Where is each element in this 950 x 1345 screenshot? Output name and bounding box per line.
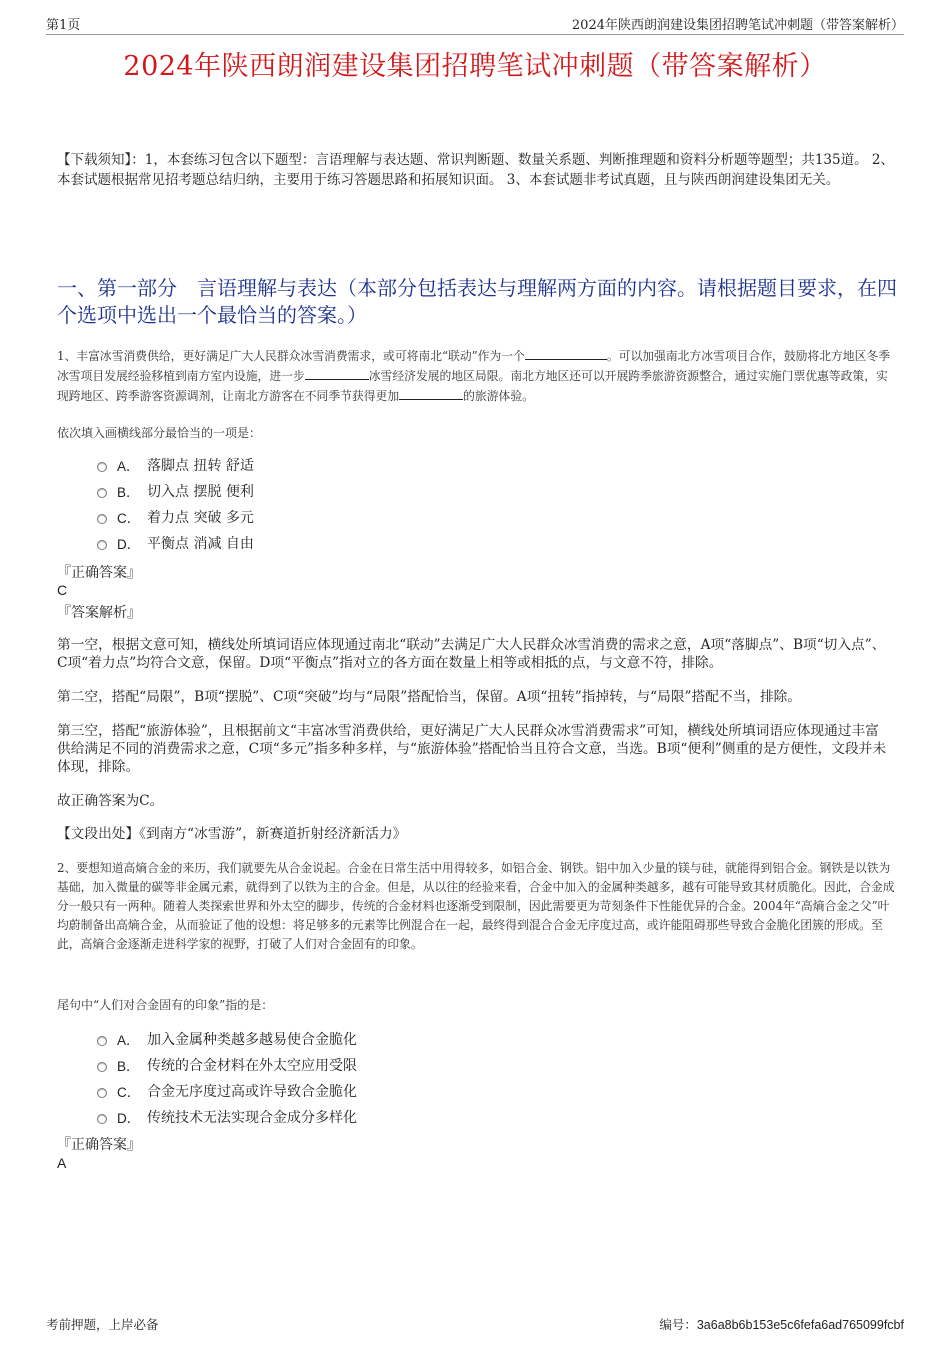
option-a[interactable]: A． 落脚点 扭转 舒适 [97, 452, 254, 478]
download-notice: 【下载须知】：1，本套练习包含以下题型：言语理解与表达题、常识判断题、数量关系题、判断推理题和资料分析题等题型；共135道。 2、本套试题根据常见招考题总结归纳，主要用于练习答题思路和拓展知识面。 3、本套试题非考试真题，且与陕西朗润建设集团无关。 [57, 152, 894, 188]
analysis-paragraph-1: 第一空，根据文意可知，横线处所填词语应体现通过南北“联动”去满足广大人民群众冰雪消费的需求之意，A项“落脚点”、B项“切入点”、C项“着力点”均符合文意，保留。D项“平衡点”指对立的各方面在数量上相等或相抵的点，与文意不符，排除。 [57, 637, 886, 671]
document-title: 2024年陕西朗润建设集团招聘笔试冲刺题（带答案解析） [123, 51, 827, 82]
answer-label: 『正确答案』 [57, 565, 141, 581]
option-b[interactable]: B． 切入点 摆脱 便利 [97, 478, 254, 504]
option-a[interactable]: A． 加入金属种类越多越易使合金脆化 [97, 1026, 357, 1052]
page-number: 第1页 [46, 18, 81, 33]
radio-button[interactable] [97, 1088, 107, 1098]
radio-button[interactable] [97, 514, 107, 524]
radio-button[interactable] [97, 488, 107, 498]
answer-value: C [57, 582, 68, 598]
radio-button[interactable] [97, 540, 107, 550]
answer-label: 『正确答案』 [57, 1137, 141, 1153]
analysis-paragraph-2: 第二空，搭配“局限”，B项“摆脱”、C项“突破”均与“局限”搭配恰当，保留。A项“扭转”指掉转，与“局限”搭配不当，排除。 [57, 689, 802, 705]
radio-button[interactable] [97, 1036, 107, 1046]
header-doc-title: 2024年陕西朗润建设集团招聘笔试冲刺题（带答案解析） [571, 18, 904, 33]
code-label: 编号： [659, 1317, 697, 1332]
radio-button[interactable] [97, 462, 107, 472]
question-2-prompt: 尾句中“人们对合金固有的印象”指的是： [57, 998, 274, 1012]
answer-value: A [57, 1155, 67, 1171]
footer-code [659, 1315, 904, 1333]
footer-slogan: 考前押题，上岸必备 [46, 1317, 159, 1332]
question-2-options [97, 1026, 357, 1130]
blank-1 [525, 346, 607, 360]
section-heading: 一、第一部分 言语理解与表达（本部分包括表达与理解两方面的内容。请根据题目要求，在四个选项中选出一个最恰当的答案。） [57, 276, 897, 327]
blank-2 [305, 366, 369, 380]
radio-button[interactable] [97, 1114, 107, 1124]
blank-3 [399, 386, 463, 400]
question-1-stem: 1、丰富冰雪消费供给，更好满足广大人民群众冰雪消费需求，或可将南北“联动”作为一个 。可以加强南北方冰雪项目合作，鼓励将北方地区冬季冰雪项目发展经验移植到南方室内设施，进一步 冰雪经济发展的地区局限。南北方地区还可以开展跨季旅游资源整合，通过实施门票优惠等政策，实现跨地区、跨季游客资源调剂，让南北方游客在不同季节获得更加 的旅游体验。 [57, 346, 897, 406]
radio-button[interactable] [97, 1062, 107, 1072]
question-1-options [97, 452, 254, 556]
option-d[interactable]: D． 传统技术无法实现合金成分多样化 [97, 1104, 357, 1130]
code-value: 3a6a8b6b153e5c6fefa6ad765099fcbf [696, 1318, 904, 1332]
question-2-stem: 2、要想知道高熵合金的来历，我们就要先从合金说起。合金在日常生活中用得较多，如铝合金、钢铁。铝中加入少量的镁与硅，就能得到铝合金。钢铁是以铁为基础，加入微量的碳等非金属元素，就得到了以铁为主的合金。但是，从以往的经验来看，合金中加入的金属种类越多，越有可能导致其材质脆化。因此，合金成分一般只有一两种。随着人类探索世界和外太空的脚步，传统的合金材料也逐渐受到限制，因此需要更为苛刻条件下性能优异的合金。2004年“高熵合金之父”叶均蔚制备出高熵合金，从而验证了他的设想：将足够多的元素等比例混合在一起，最终得到混合合金无序度过高，或许能阻碍那些导致合金脆化团簇的形成。至此，高熵合金逐渐走进科学家的视野，打破了人们对合金固有的印象。 [57, 861, 895, 951]
option-c[interactable]: C． 合金无序度过高或许导致合金脆化 [97, 1078, 357, 1104]
option-b[interactable]: B． 传统的合金材料在外太空应用受限 [97, 1052, 357, 1078]
option-d[interactable]: D． 平衡点 消减 自由 [97, 530, 254, 556]
analysis-label: 『答案解析』 [57, 605, 141, 621]
page-header [46, 14, 904, 35]
question-1-prompt: 依次填入画横线部分最恰当的一项是： [57, 426, 262, 440]
analysis-paragraph-3: 第三空，搭配“旅游体验”，且根据前文“丰富冰雪消费供给，更好满足广大人民群众冰雪消费需求”可知，横线处所填词语应体现通过丰富供给满足不同的消费需求之意，C项“多元”指多种多样，与“旅游体验”搭配恰当且符合文意，当选。B项“便利”侧重的是方便性，文段并未体现，排除。 [57, 723, 887, 775]
option-c[interactable]: C． 着力点 突破 多元 [97, 504, 254, 530]
analysis-conclusion: 故正确答案为C。 [57, 793, 164, 809]
source-citation: 【文段出处】《到南方“冰雪游”，新赛道折射经济新活力》 [57, 826, 407, 842]
